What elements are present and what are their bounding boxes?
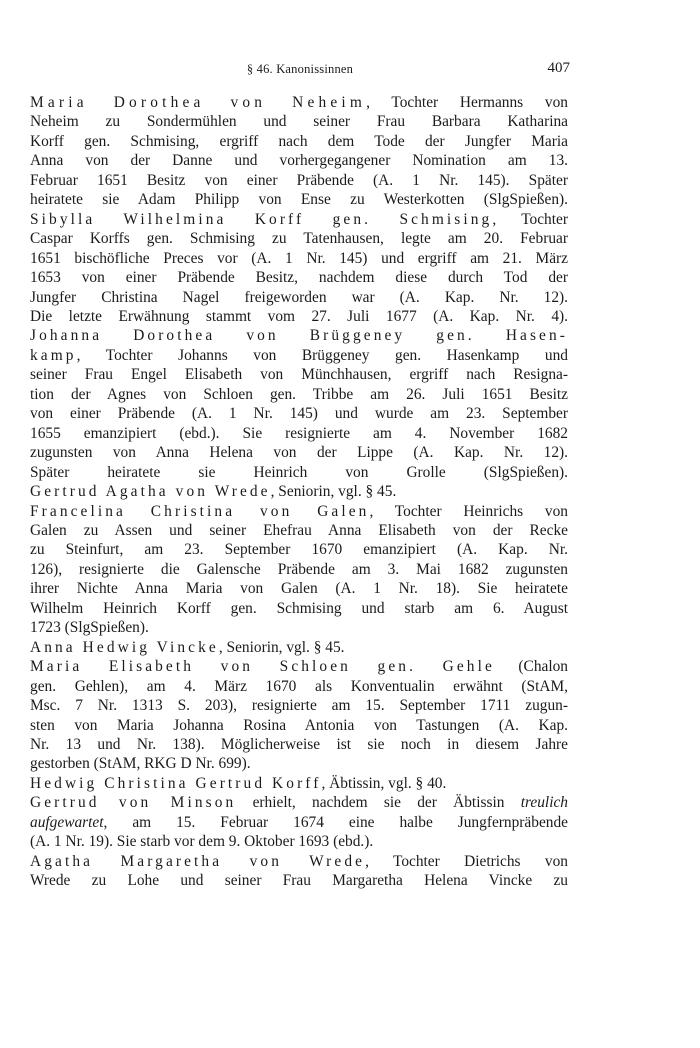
entry-text: erhielt, nachdem sie der Äbtissin [236, 794, 521, 812]
entry-line [30, 210, 568, 229]
entry-johanna-dorothea-von-brueggeney [30, 326, 568, 482]
entry-text: , Tochter [492, 210, 568, 228]
body-text [30, 93, 568, 891]
entry-line: 1651 bischöfliche Preces vor (A. 1 Nr. 145) und ergriff am 21. März [30, 249, 568, 267]
entry-line: Nr. 13 und Nr. 138). Möglicherweise ist sie noch in diesem Jahre [30, 735, 568, 753]
entry-line: Wrede zu Lohe und seiner Frau Margaretha Helena Vincke zu [30, 872, 568, 890]
entry-line [30, 638, 568, 657]
person-name: Gertrud von Minson [30, 794, 237, 812]
entry-line: (A. 1 Nr. 19). Sie starb vor dem 9. Oktober 1693 (ebd.). [30, 833, 374, 851]
page-number: 407 [547, 60, 570, 76]
entry-text: , Tochter Heinrichs von [369, 502, 569, 520]
entry-line: 1723 (SlgSpießen). [30, 619, 149, 637]
quoted-phrase: treulich [520, 794, 569, 812]
entry-line: gestorben (StAM, RKG D Nr. 699). [30, 755, 251, 773]
entry-line [30, 346, 568, 365]
person-name-continued: kamp [30, 346, 77, 364]
entry-anna-hedwig-vincke [30, 638, 568, 657]
entry-line: Msc. 7 Nr. 1313 S. 203), resignierte am 15. September 1711 zugun- [30, 697, 568, 715]
entry-text: , Seniorin, vgl. § 45. [270, 483, 397, 501]
entry-line: heiratete sie Adam Philipp von Ense zu Westerkotten (SlgSpießen). [30, 191, 568, 209]
person-name: Anna Hedwig Vincke [30, 638, 219, 656]
entry-line: Wilhelm Heinrich Korff gen. Schmising und starb am 6. August [30, 599, 568, 617]
person-name: Maria Elisabeth von Schloen gen. Gehle [30, 658, 495, 676]
entry-line: ihrer Nichte Anna Maria von Galen (A. 1 Nr. 18). Sie heiratete [30, 580, 568, 598]
entry-maria-elisabeth-von-schloen [30, 657, 568, 774]
entry-line [30, 482, 568, 501]
entry-line: seiner Frau Engel Elisabeth von Münchhausen, ergriff nach Resigna- [30, 366, 568, 384]
entry-line: Die letzte Erwähnung stammt vom 27. Juli 1677 (A. Kap. Nr. 4). [30, 307, 568, 325]
entry-text: , Tochter Dietrichs von [365, 852, 568, 870]
entry-text: , Tochter Johanns von Brüggeney gen. Hasenkamp und [76, 346, 568, 364]
entry-line [30, 793, 569, 812]
entry-text: (Chalon [494, 658, 569, 676]
entry-line [30, 93, 568, 112]
entry-line: Februar 1651 Besitz von einer Präbende (A. 1 Nr. 145). Später [30, 171, 568, 189]
running-title: § 46. Kanonissinnen [246, 62, 354, 76]
entry-line: von einer Präbende (A. 1 Nr. 145) und wurde am 23. September [30, 405, 568, 423]
entry-line: tion der Agnes von Schloen gen. Tribbe am 26. Juli 1651 Besitz [30, 385, 568, 403]
person-name: Francelina Christina von Galen [30, 502, 370, 520]
entry-text: , Äbtissin, vgl. § 40. [321, 774, 447, 792]
person-name: Sibylla Wilhelmina Korff gen. Schmising [30, 210, 493, 228]
entry-line: Galen zu Assen und seiner Ehefrau Anna Elisabeth von der Recke [30, 521, 568, 539]
person-name: Agatha Margaretha von Wrede [30, 852, 366, 870]
entry-line: Jungfer Christina Nagel freigeworden war (A. Kap. Nr. 12). [30, 288, 568, 306]
entry-line: Anna von der Danne und vorhergegangener Nomination am 13. [30, 152, 568, 170]
entry-line [30, 813, 568, 832]
entry-gertrud-agatha-von-wrede [30, 482, 568, 501]
entry-line: 1653 von einer Präbende Besitz, nachdem diese durch Tod der [30, 269, 568, 287]
person-name: Johanna Dorothea von Brüggeney gen. Hasen- [30, 327, 568, 345]
entry-francelina-christina-von-galen [30, 502, 568, 638]
entry-line: gen. Gehlen), am 4. März 1670 als Konventualin erwähnt (StAM, [30, 677, 568, 695]
entry-line: 1655 emanzipiert (ebd.). Sie resignierte am 4. November 1682 [30, 424, 568, 442]
entry-line: Korff gen. Schmising, ergriff nach dem Tode der Jungfer Maria [30, 132, 568, 150]
entry-line [30, 852, 568, 871]
entry-line: Später heiratete sie Heinrich von Grolle (SlgSpießen). [30, 463, 568, 481]
person-name: Maria Dorothea von Neheim [30, 94, 367, 111]
entry-line: Neheim zu Sondermühlen und seiner Frau Barbara Katharina [30, 113, 568, 131]
entry-line: zu Steinfurt, am 23. September 1670 emanzipiert (A. Kap. Nr. [30, 541, 568, 559]
quoted-phrase: aufgewartet [30, 813, 104, 831]
entry-line: sten von Maria Johanna Rosina Antonia von Tastungen (A. Kap. [30, 716, 568, 734]
person-name: Gertrud Agatha von Wrede [30, 483, 271, 501]
entry-agatha-margaretha-von-wrede [30, 852, 568, 891]
entry-text: , Seniorin, vgl. § 45. [218, 638, 345, 656]
entry-text: , Tochter Hermanns von [366, 94, 568, 111]
entry-text: , am 15. Februar 1674 eine halbe Jungfernpräbende [103, 813, 568, 831]
person-name: Hedwig Christina Gertrud Korff [30, 774, 322, 792]
entry-line: zugunsten von Anna Helena von der Lippe (A. Kap. Nr. 12). [30, 444, 568, 462]
entry-maria-dorothea-von-neheim [30, 93, 568, 210]
entry-line [30, 657, 569, 676]
entry-line [30, 774, 568, 793]
entry-line: Caspar Korffs gen. Schmising zu Tatenhausen, legte am 20. Februar [30, 230, 568, 248]
entry-hedwig-christina-gertrud-korff [30, 774, 568, 793]
entry-gertrud-von-minson [30, 793, 568, 851]
entry-sibylla-wilhelmina-korff [30, 210, 568, 327]
entry-line: 126), resignierte die Galensche Präbende am 3. Mai 1682 zugunsten [30, 560, 568, 578]
entry-line [30, 502, 569, 521]
running-head [30, 60, 570, 82]
